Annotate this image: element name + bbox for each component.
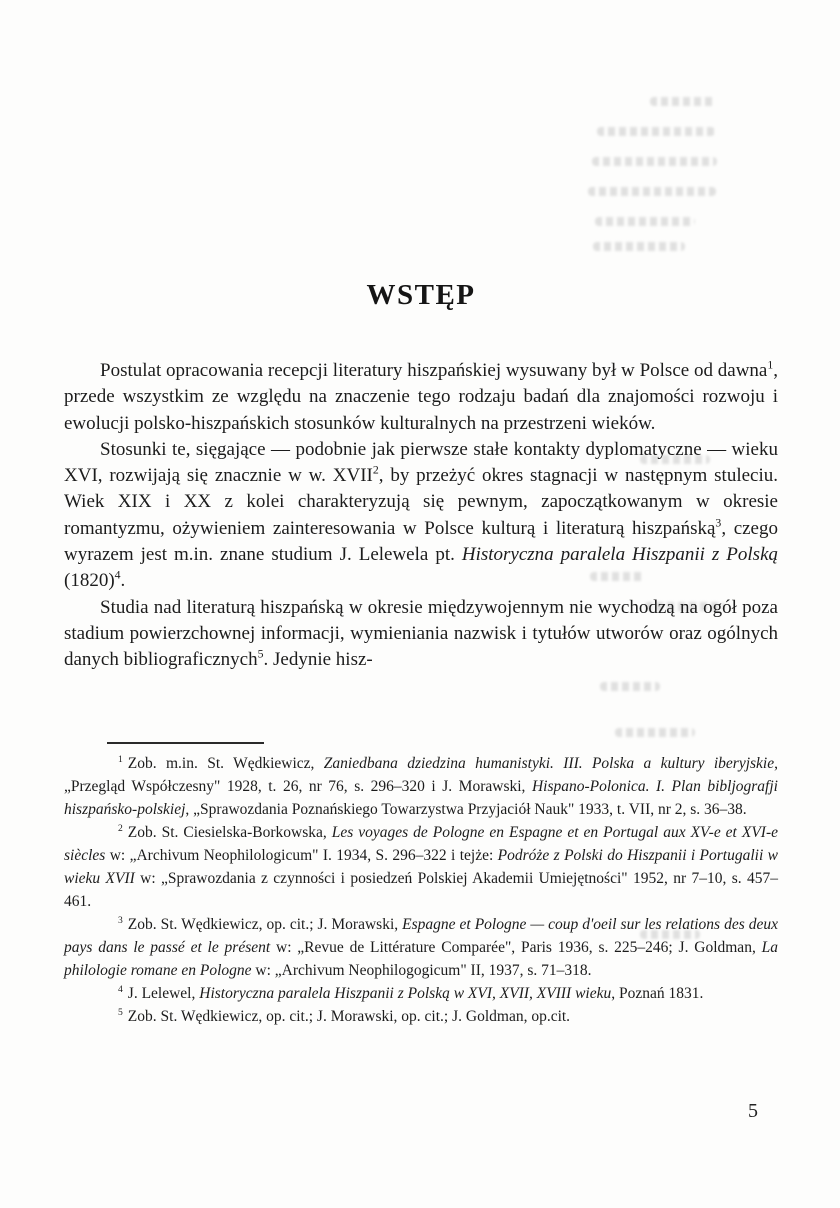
text-segment: Zob. St. Wędkiewicz, op. cit.; J. Morawski, op. cit.; J. Goldman, op.cit. <box>127 1008 571 1025</box>
bleedthrough-artifact <box>593 242 685 251</box>
body-text <box>64 358 778 674</box>
bleedthrough-artifact <box>650 97 715 106</box>
text-segment: Zaniedbana dziedzina humanistyki. III. Polska a kultury iberyjskie <box>323 755 775 772</box>
text-segment: Zob. St. Ciesielska-Borkowska, <box>127 824 332 841</box>
text-segment: Zob. m.in. St. Wędkiewicz, <box>127 755 324 772</box>
text-segment: Hispano-Polonica. I. Plan bibljografji hiszpańsko-polskiej <box>64 778 778 818</box>
footnotes-list <box>64 752 778 1028</box>
footnote-marker: 5 <box>118 1006 123 1018</box>
text-segment: , by przeżyć okres stagnacji w następnym stuleciu. Wiek XIX i XX z kolei charakteryzują się pewnym, zapoczątkowanym w okresie romantyzmu, ożywieniem zainteresowania w Polsce kulturą i literaturą hiszpańską <box>64 465 778 539</box>
footnote-marker: 2 <box>118 822 123 834</box>
text-segment: . <box>120 570 126 592</box>
footnote-ref: 1 <box>767 358 774 372</box>
paragraph <box>64 595 778 674</box>
text-segment: Studia nad literaturą hiszpańską w okresie międzywojennym nie wychodzą na ogół poza stadium powierzchownej informacji, wymieniania nazwisk i tytułów utworów oraz ogólnych danych bibliograficznych <box>64 596 778 671</box>
text-segment: , „Przegląd Współczesny" 1928, t. 26, nr 76, s. 296–320 i J. Morawski, <box>64 755 778 795</box>
bleedthrough-artifact <box>588 187 716 196</box>
bleedthrough-artifact <box>592 157 717 166</box>
footnote-ref: 2 <box>372 463 379 477</box>
footnote <box>64 1005 778 1028</box>
bleedthrough-artifact <box>600 682 660 691</box>
text-segment: Historyczna paralela Hiszpanii z Polską w XVI, XVII, XVIII wieku <box>199 985 612 1002</box>
footnote-ref: 3 <box>715 516 722 530</box>
footnote-separator <box>107 742 264 744</box>
text-segment: Historyczna paralela Hiszpanii z Polską <box>461 544 779 566</box>
text-segment: w: „Archivum Neophilogogicum" II, 1937, s. 71–318. <box>251 962 592 979</box>
footnote <box>64 982 778 1005</box>
bleedthrough-artifact <box>595 217 695 226</box>
footnote-marker: 1 <box>118 753 123 765</box>
footnote-ref: 4 <box>114 569 121 583</box>
text-segment: Zob. St. Wędkiewicz, op. cit.; J. Morawski, <box>127 916 403 933</box>
paragraph <box>64 437 778 595</box>
text-segment: . Jedynie hisz- <box>263 649 373 671</box>
text-segment: , czego wyrazem jest m.in. znane studium J. Lelewela pt. <box>64 517 778 566</box>
text-segment: , przede wszystkim ze względu na znaczenie tego rodzaju badań dla znajomości rozwoju i ewolucji polsko-hiszpańskich stosunków kulturalnych na przestrzeni wieków. <box>64 360 778 434</box>
page-title: WSTĘP <box>366 279 476 312</box>
bleedthrough-artifact <box>597 127 715 136</box>
page-number: 5 <box>748 1100 758 1122</box>
text-segment: , „Sprawozdania Poznańskiego Towarzystwa Przyjaciół Nauk" 1933, t. VII, nr 2, s. 36–38. <box>185 801 747 818</box>
paragraph <box>64 358 778 437</box>
text-segment: J. Lelewel, <box>127 985 200 1002</box>
text-segment: w: „Sprawozdania z czynności i posiedzeń Polskiej Akademii Umiejętności" 1952, nr 7–10, s. 457–461. <box>64 870 778 910</box>
footnote-marker: 3 <box>118 914 123 926</box>
text-segment: , Poznań 1831. <box>611 985 704 1002</box>
text-segment: w: „Revue de Littérature Comparée", Paris 1936, s. 225–246; J. Goldman, <box>270 939 762 956</box>
footnote <box>64 913 778 982</box>
footnote-marker: 4 <box>118 983 123 995</box>
text-segment: (1820) <box>64 570 115 592</box>
footnote <box>64 752 778 821</box>
text-segment: w: „Archivum Neophilologicum" I. 1934, S. 296–322 i tejże: <box>105 847 498 864</box>
text-segment: La philologie romane en Pologne <box>64 939 778 979</box>
footnote-block <box>64 742 778 1028</box>
text-segment: Les voyages de Pologne en Espagne et en Portugal aux XV-e et XVI-e siècles <box>64 824 778 864</box>
text-segment: Postulat opracowania recepcji literatury hiszpańskiej wysuwany był w Polsce od dawna <box>100 360 768 381</box>
bleedthrough-artifact <box>615 728 695 737</box>
text-segment: Stosunki te, sięgające — podobnie jak pierwsze stałe kontakty dyplomatyczne — wieku XVI, rozwijają się znacznie w w. XVII <box>64 438 778 487</box>
text-segment: Podróże z Polski do Hiszpanii i Portugalii w wieku XVII <box>64 847 778 887</box>
text-segment: Espagne et Pologne — coup d'oeil sur les relations des deux pays dans le passé et le présent <box>64 916 778 956</box>
footnote-ref: 5 <box>257 647 264 661</box>
footnote <box>64 821 778 913</box>
